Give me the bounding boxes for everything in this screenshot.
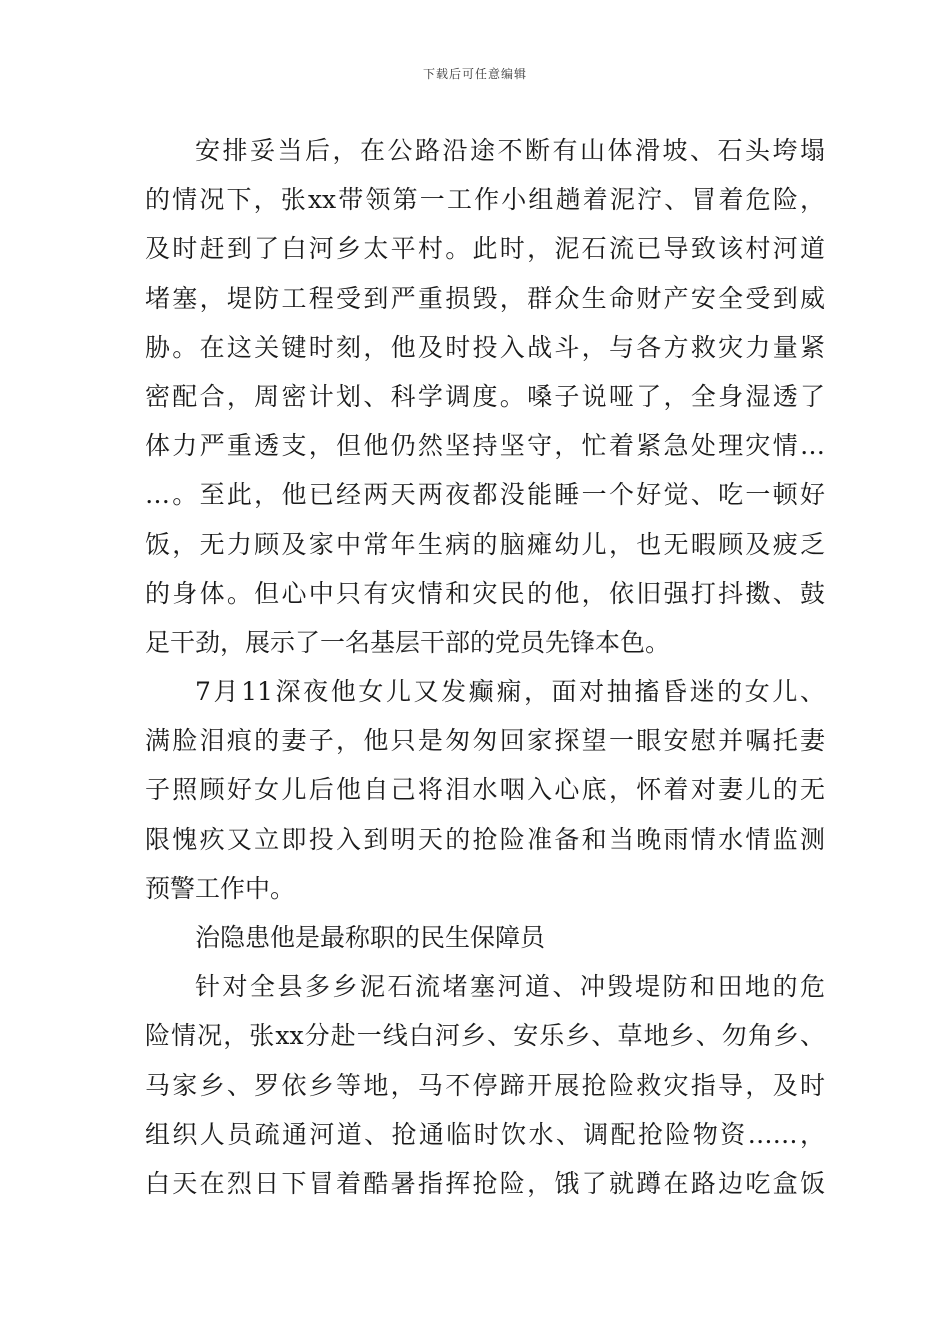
paragraph-hazards (145, 962, 825, 1208)
text-line: 体力严重透支，但他仍然坚持坚守，忙着紧急处理灾情… (145, 431, 825, 461)
text-line: 限愧疚又立即投入到明天的抢险准备和当晚雨情水情监测 (145, 824, 825, 854)
text-line: 预警工作中。 (145, 873, 296, 903)
heading-line: 治隐患他是最称职的民生保障员 (195, 923, 546, 952)
text-line: 子照顾好女儿后他自己将泪水咽入心底，怀着对妻儿的无 (145, 775, 825, 805)
section-heading (145, 913, 825, 962)
text-line: 及时赶到了白河乡太平村。此时，泥石流已导致该村河道 (145, 234, 825, 264)
paragraph-family (145, 667, 825, 913)
text-line: 安排妥当后，在公路沿途不断有山体滑坡、石头垮塌 (195, 136, 825, 165)
paragraph-rescue (145, 126, 825, 667)
page-header: 下载后可任意编辑 (422, 67, 527, 81)
text-line: 马家乡、罗依乡等地，马不停蹄开展抢险救灾指导，及时 (145, 1070, 825, 1100)
text-line: 密配合，周密计划、科学调度。嗓子说哑了，全身湿透了 (145, 381, 825, 411)
text-line: 足干劲，展示了一名基层干部的党员先锋本色。 (145, 627, 671, 657)
text-line: 针对全县多乡泥石流堵塞河道、冲毁堤防和田地的危 (195, 972, 825, 1002)
text-line: 险情况，张xx分赴一线白河乡、安乐乡、草地乡、勿角乡、 (145, 1021, 825, 1051)
text-line: …。至此，他已经两天两夜都没能睡一个好觉、吃一顿好 (145, 480, 825, 510)
text-line: 7月11深夜他女儿又发癫痫，面对抽搐昏迷的女儿、 (195, 677, 825, 707)
text-line: 满脸泪痕的妻子，他只是匆匆回家探望一眼安慰并嘱托妻 (145, 726, 825, 756)
text-line: 饭，无力顾及家中常年生病的脑瘫幼儿，也无暇顾及疲乏 (145, 529, 825, 559)
document-body (145, 126, 825, 1208)
text-line: 堵塞，堤防工程受到严重损毁，群众生命财产安全受到威 (145, 283, 825, 313)
text-line: 白天在烈日下冒着酷暑指挥抢险，饿了就蹲在路边吃盒饭 (145, 1168, 825, 1198)
text-line: 组织人员疏通河道、抢通临时饮水、调配抢险物资……， (145, 1119, 825, 1149)
text-line: 的身体。但心中只有灾情和灾民的他，依旧强打抖擞、鼓 (145, 578, 825, 608)
text-line: 的情况下，张xx带领第一工作小组趟着泥泞、冒着危险， (145, 185, 825, 215)
text-line: 胁。在这关键时刻，他及时投入战斗，与各方救灾力量紧 (145, 332, 825, 362)
